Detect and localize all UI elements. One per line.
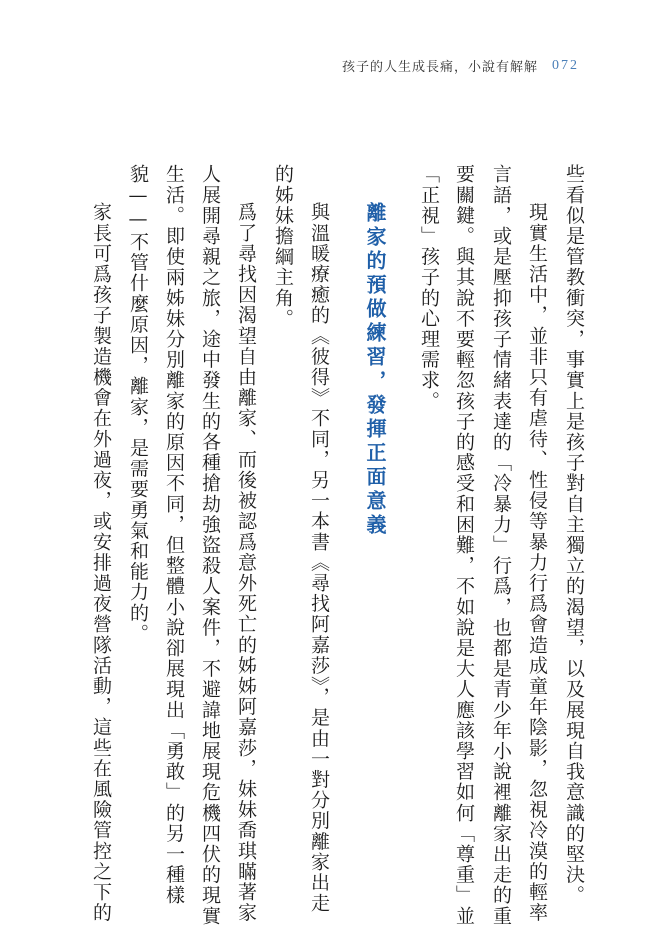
running-title: 孩子的人生成長痛，小說有解解: [341, 60, 538, 75]
section-heading: 離家的預做練習，發揮正面意義: [363, 202, 387, 538]
text-column: 貌——不管什麼原因，離家，是需要勇氣和能力的。: [127, 164, 149, 644]
text-column: 言語，或是壓抑孩子情緒表達的「冷暴力」行爲，也都是青少年小說裡離家出走的重: [490, 164, 512, 927]
text-column: 現實生活中，並非只有虐待、性侵等暴力行爲會造成童年陰影，忽視冷漠的輕率: [526, 202, 548, 923]
text-column: 家長可爲孩子製造機會在外過夜，或安排過夜營隊活動，這些在風險管控之下的: [90, 202, 112, 923]
text-column: 與溫暖療癒的《彼得》不同，另一本書《尋找阿嘉莎》，是由一對分別離家出走: [308, 202, 330, 914]
text-column: 要關鍵。與其說不要輕忽孩子的感受和困難，不如說是大人應該學習如何「尊重」並: [453, 164, 475, 927]
text-column: 人展開尋親之旅，途中發生的各種搶劫強盜殺人案件，不避諱地展現危機四伏的現實: [199, 164, 221, 927]
text-column: 爲了尋找因渴望自由離家、而後被認爲意外死亡的姊姊阿嘉莎，妹妹喬琪瞞著家: [235, 202, 257, 923]
page-number: 072: [552, 57, 579, 73]
text-column: 些看似是管教衝突，事實上是孩子對自主獨立的渴望，以及展現自我意識的堅決。: [563, 164, 585, 906]
text-column: 生活。即使兩姊妹分別離家的原因不同，但整體小說卻展現出「勇敢」的另一種樣: [163, 164, 185, 906]
running-header: [342, 56, 579, 75]
text-column: 的姊妹擔綱主角。: [272, 164, 294, 329]
text-column: 「正視」孩子的心理需求。: [418, 164, 440, 412]
